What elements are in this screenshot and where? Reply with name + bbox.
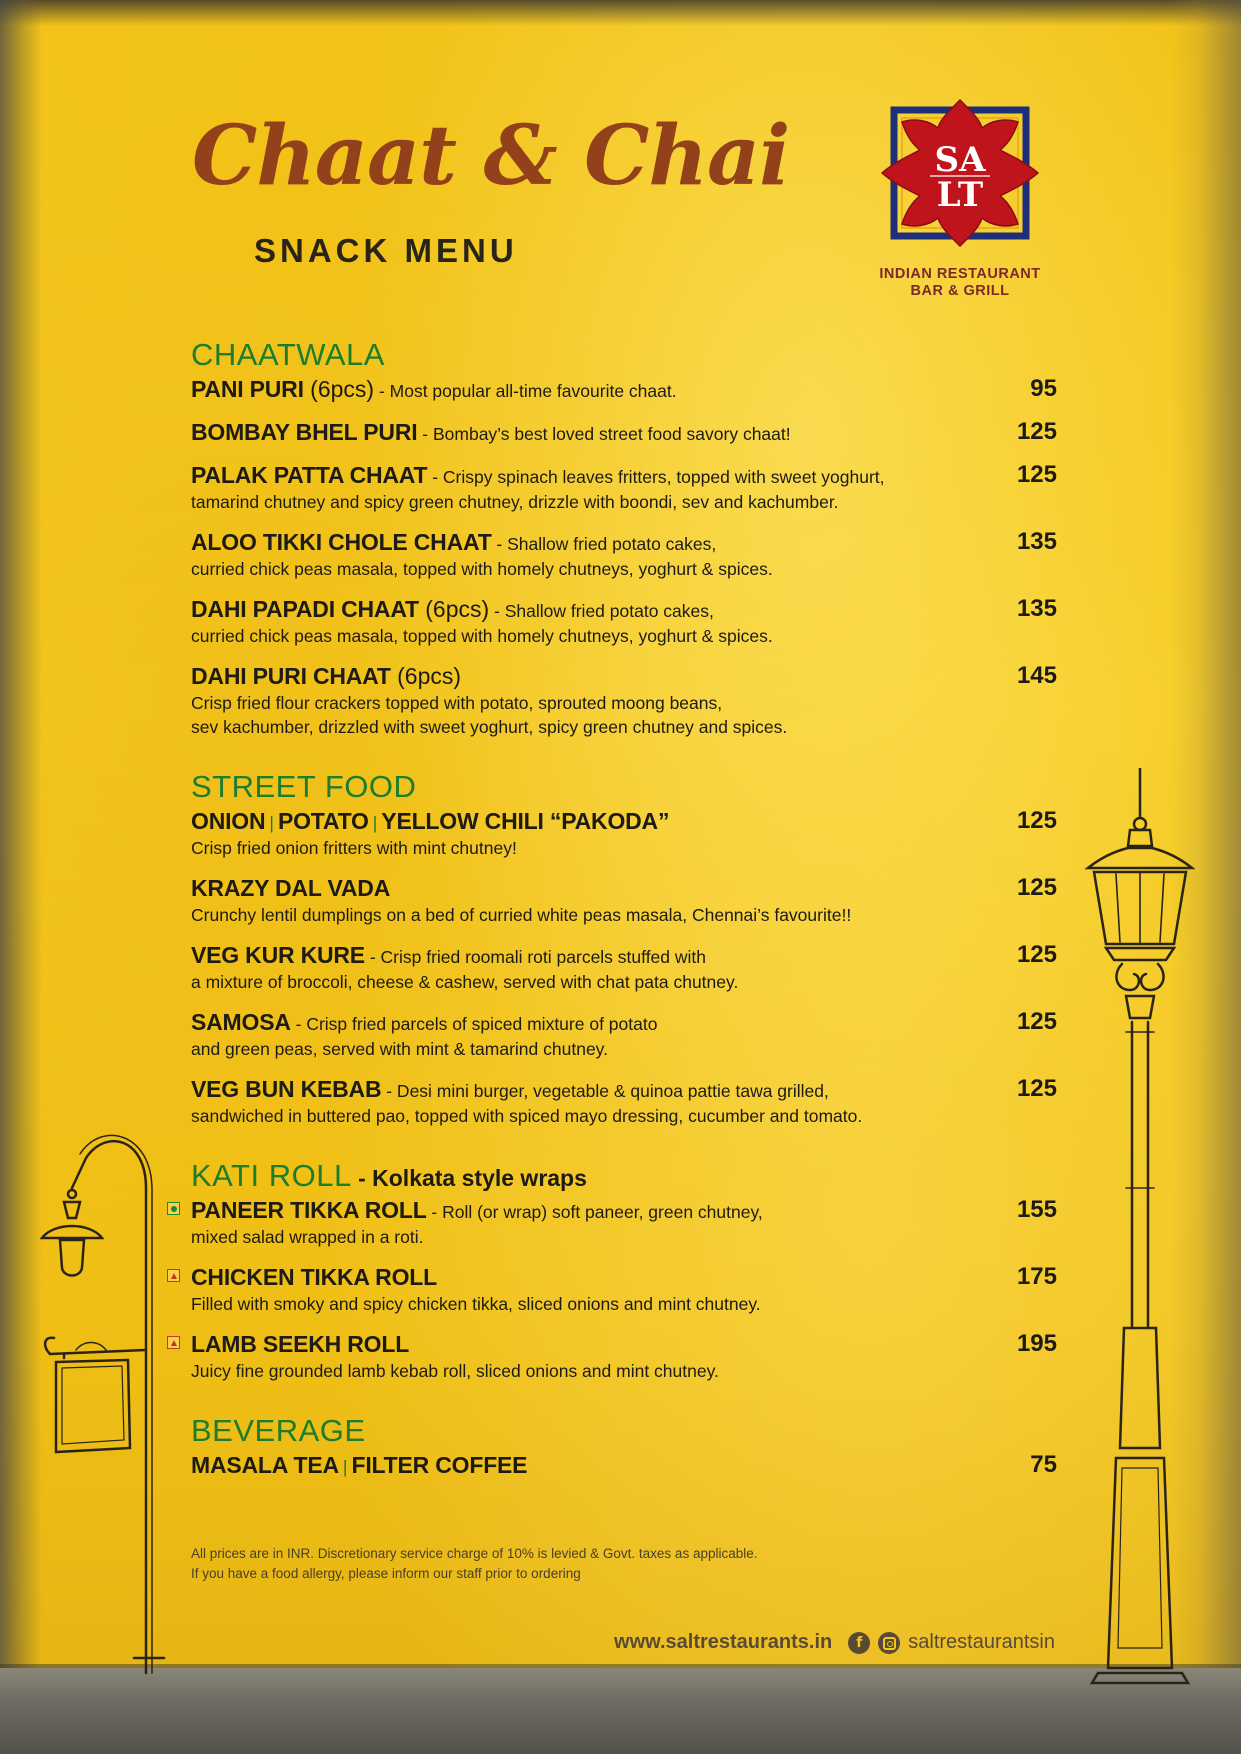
item-price: 135	[1016, 595, 1057, 622]
section-title-chaatwala: CHAATWALA	[191, 337, 385, 372]
street-lamp-illustration	[1076, 768, 1206, 1688]
item-name: DAHI PURI CHAAT	[191, 663, 391, 689]
footnote-line1: All prices are in INR. Discretionary service charge of 10% is levied & Govt. taxes as applicable.	[191, 1546, 758, 1561]
menu-item	[191, 663, 1057, 739]
item-price: 195	[1016, 1330, 1057, 1357]
item-desc: - Most popular all-time favourite chaat.	[374, 381, 677, 401]
item-name: PANEER TIKKA ROLL	[191, 1197, 427, 1223]
item-line	[191, 663, 967, 691]
menu-item	[191, 942, 1057, 994]
menu-subtitle: SNACK MENU	[254, 232, 518, 269]
menu-item	[191, 462, 1057, 514]
item-desc-line2: and green peas, served with mint & tamarind chutney.	[191, 1039, 608, 1059]
logo-caption-line1: INDIAN RESTAURANT	[879, 266, 1041, 282]
menu-item	[191, 1076, 1057, 1128]
name-separator: |	[372, 813, 378, 833]
footnote-line2: If you have a food allergy, please inform our staff prior to ordering	[191, 1566, 581, 1581]
social-handle[interactable]: saltrestaurantsin	[908, 1631, 1055, 1653]
item-line	[191, 1197, 967, 1225]
menu-item	[191, 1009, 1057, 1061]
item-line	[191, 1076, 967, 1104]
item-price: 125	[1016, 1008, 1057, 1035]
item-name: PALAK PATTA CHAAT	[191, 462, 428, 488]
item-line	[191, 1264, 967, 1292]
item-name: LAMB SEEKH ROLL	[191, 1331, 410, 1357]
menu-item	[191, 808, 1057, 860]
menu-title: Chaat & Chai	[192, 108, 790, 204]
item-desc-line2: Filled with smoky and spicy chicken tikka, sliced onions and mint chutney.	[191, 1294, 761, 1314]
item-line	[191, 596, 967, 624]
item-desc-line2: Crisp fried flour crackers topped with potato, sprouted moong beans,	[191, 693, 723, 713]
item-name: VEG BUN KEBAB	[191, 1076, 382, 1102]
contact-bar	[614, 1631, 1055, 1654]
menu-item	[191, 529, 1057, 581]
item-name: CHICKEN TIKKA ROLL	[191, 1264, 437, 1290]
instagram-icon[interactable]	[878, 1632, 900, 1654]
name-separator: |	[342, 1457, 348, 1477]
menu-item	[191, 1197, 1057, 1249]
item-price: 125	[1016, 807, 1057, 834]
logo-caption	[850, 266, 1070, 300]
menu-item	[191, 1452, 1057, 1480]
item-name: VEG KUR KURE	[191, 942, 365, 968]
item-name-part: MASALA TEA	[191, 1452, 339, 1478]
item-line	[191, 529, 967, 557]
menu-item	[191, 419, 1057, 447]
section-gap	[191, 1398, 1057, 1412]
section-title-street-food: STREET FOOD	[191, 769, 417, 804]
item-name: SAMOSA	[191, 1009, 291, 1035]
website-link[interactable]: www.saltrestaurants.in	[614, 1631, 833, 1653]
menu-item	[191, 1331, 1057, 1383]
section-title-kati-roll	[191, 1157, 1057, 1197]
item-line	[191, 419, 967, 447]
price-footnote	[191, 1544, 758, 1584]
item-name: BOMBAY BHEL PURI	[191, 419, 418, 445]
item-qty: (6pcs)	[303, 376, 375, 402]
item-desc-line2: mixed salad wrapped in a roti.	[191, 1227, 424, 1247]
item-desc-line2: Crisp fried onion fritters with mint chutney!	[191, 838, 517, 858]
item-name: KRAZY DAL VADA	[191, 875, 391, 901]
item-qty: (6pcs)	[418, 596, 490, 622]
item-price: 125	[1016, 1075, 1057, 1102]
item-desc-line3: sev kachumber, drizzled with sweet yoghurt, spicy green chutney and spices.	[191, 717, 788, 737]
section-gap	[191, 1143, 1057, 1157]
item-line	[191, 462, 967, 490]
item-price: 95	[1030, 375, 1057, 402]
item-desc-line2: tamarind chutney and spicy green chutney, drizzle with boondi, sev and kachumber.	[191, 492, 839, 512]
item-line	[191, 1331, 967, 1359]
item-line	[191, 1009, 967, 1037]
section-title-text: KATI ROLL	[191, 1158, 352, 1193]
item-desc: - Roll (or wrap) soft paneer, green chutney,	[426, 1202, 763, 1222]
item-line	[191, 376, 967, 404]
logo-text-bottom: LT	[936, 175, 984, 215]
floor	[0, 1668, 1241, 1754]
item-price: 145	[1016, 662, 1057, 689]
item-price: 75	[1030, 1451, 1057, 1478]
menu-item	[191, 1264, 1057, 1316]
menu-content	[191, 336, 1057, 1495]
name-separator: |	[269, 813, 274, 833]
item-desc-line2: curried chick peas masala, topped with homely chutneys, yoghurt & spices.	[191, 626, 773, 646]
item-price: 125	[1016, 461, 1057, 488]
item-price: 155	[1016, 1196, 1057, 1223]
item-price: 135	[1016, 528, 1057, 555]
item-desc: - Crisp fried parcels of spiced mixture of potato	[290, 1014, 658, 1034]
item-qty: (6pcs)	[390, 663, 462, 689]
item-name: ALOO TIKKI CHOLE CHAAT	[191, 529, 492, 555]
item-price: 175	[1016, 1263, 1057, 1290]
section-title-suffix: - Kolkata style wraps	[351, 1165, 587, 1191]
item-desc-line2: Crunchy lentil dumplings on a bed of curried white peas masala, Chennai’s favourite!!	[191, 905, 852, 925]
item-price: 125	[1016, 941, 1057, 968]
logo-caption-line2: BAR & GRILL	[910, 283, 1010, 299]
facebook-icon[interactable]: f	[848, 1632, 870, 1654]
item-line	[191, 875, 967, 903]
section-gap	[191, 754, 1057, 768]
wall-lamp-illustration	[36, 1118, 176, 1678]
menu-item	[191, 875, 1057, 927]
item-price: 125	[1016, 874, 1057, 901]
section-title-beverage: BEVERAGE	[191, 1413, 366, 1448]
item-line	[191, 942, 967, 970]
item-name-part: FILTER COFFEE	[351, 1452, 528, 1478]
item-name-part: ONION	[191, 808, 266, 834]
wall-grime-top	[0, 0, 1241, 26]
item-desc-line2: curried chick peas masala, topped with homely chutneys, yoghurt & spices.	[191, 559, 773, 579]
item-desc: - Shallow fried potato cakes,	[491, 534, 717, 554]
item-name: DAHI PAPADI CHAAT	[191, 596, 419, 622]
item-desc-line2: a mixture of broccoli, cheese & cashew, served with chat pata chutney.	[191, 972, 739, 992]
logo-text-top: SA	[934, 140, 986, 180]
item-desc-line2: Juicy fine grounded lamb kebab roll, sliced onions and mint chutney.	[191, 1361, 719, 1381]
item-desc: - Desi mini burger, vegetable & quinoa pattie tawa grilled,	[381, 1081, 829, 1101]
item-desc: - Shallow fried potato cakes,	[489, 601, 714, 621]
item-desc: - Crisp fried roomali roti parcels stuffed with	[364, 947, 706, 967]
item-price: 125	[1016, 418, 1057, 445]
item-desc-line2: sandwiched in buttered pao, topped with spiced mayo dressing, cucumber and tomato.	[191, 1106, 863, 1126]
item-desc: - Bombay’s best loved street food savory chaat!	[417, 424, 791, 444]
item-line	[191, 1452, 967, 1480]
item-name-part: POTATO	[277, 808, 369, 834]
menu-item	[191, 596, 1057, 648]
item-name-part: YELLOW CHILI “PAKODA”	[381, 808, 670, 834]
salt-logo	[880, 98, 1040, 248]
menu-item	[191, 376, 1057, 404]
item-name: PANI PURI	[191, 376, 304, 402]
item-desc: - Crispy spinach leaves fritters, topped with sweet yoghurt,	[427, 467, 885, 487]
item-line	[191, 808, 967, 836]
